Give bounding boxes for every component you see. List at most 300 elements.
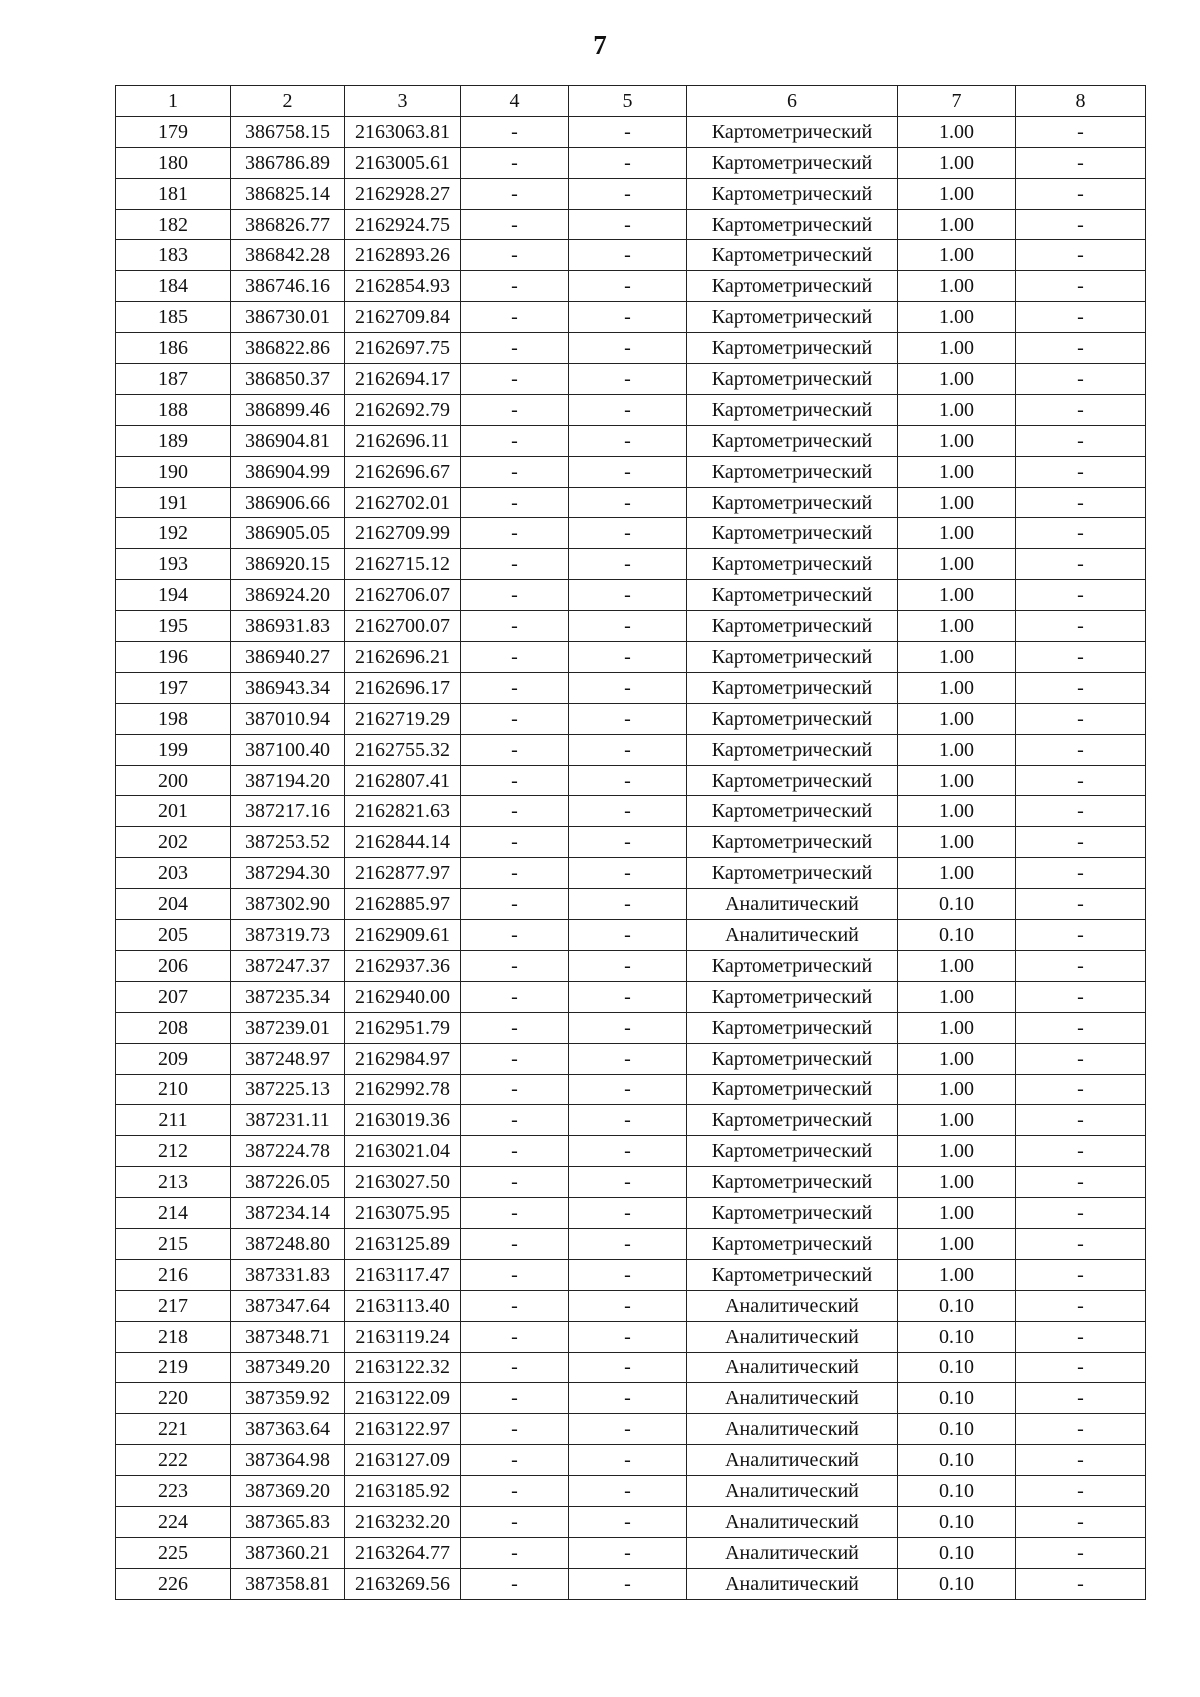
- table-row: [116, 858, 1146, 889]
- table-row: [116, 889, 1146, 920]
- col5-cell: -: [569, 1136, 687, 1167]
- x-coordinate-cell: 387239.01: [231, 1012, 345, 1043]
- x-coordinate-cell: 387224.78: [231, 1136, 345, 1167]
- accuracy-cell: 1.00: [898, 178, 1016, 209]
- accuracy-cell: 1.00: [898, 518, 1016, 549]
- accuracy-cell: 0.10: [898, 920, 1016, 951]
- y-coordinate-cell: 2163269.56: [345, 1568, 461, 1599]
- table-row: [116, 611, 1146, 642]
- y-coordinate-cell: 2162909.61: [345, 920, 461, 951]
- accuracy-cell: 0.10: [898, 1445, 1016, 1476]
- accuracy-cell: 1.00: [898, 1167, 1016, 1198]
- point-number-cell: 223: [116, 1476, 231, 1507]
- table-row: [116, 240, 1146, 271]
- column-header-8: 8: [1016, 86, 1146, 117]
- accuracy-cell: 0.10: [898, 1414, 1016, 1445]
- column-header-1: 1: [116, 86, 231, 117]
- col5-cell: -: [569, 240, 687, 271]
- point-number-cell: 206: [116, 950, 231, 981]
- accuracy-cell: 1.00: [898, 950, 1016, 981]
- table-row: [116, 1136, 1146, 1167]
- col8-cell: -: [1016, 1568, 1146, 1599]
- point-number-cell: 196: [116, 642, 231, 673]
- col4-cell: -: [461, 1167, 569, 1198]
- col4-cell: -: [461, 1321, 569, 1352]
- col5-cell: -: [569, 1383, 687, 1414]
- point-number-cell: 188: [116, 394, 231, 425]
- y-coordinate-cell: 2162928.27: [345, 178, 461, 209]
- accuracy-cell: 1.00: [898, 271, 1016, 302]
- point-number-cell: 212: [116, 1136, 231, 1167]
- y-coordinate-cell: 2162697.75: [345, 333, 461, 364]
- table-row: [116, 1383, 1146, 1414]
- col5-cell: -: [569, 1259, 687, 1290]
- method-cell: Аналитический: [687, 920, 898, 951]
- col4-cell: -: [461, 827, 569, 858]
- table-row: [116, 147, 1146, 178]
- accuracy-cell: 1.00: [898, 549, 1016, 580]
- point-number-cell: 187: [116, 364, 231, 395]
- x-coordinate-cell: 387294.30: [231, 858, 345, 889]
- y-coordinate-cell: 2162709.84: [345, 302, 461, 333]
- table-row: [116, 765, 1146, 796]
- table-row: [116, 1228, 1146, 1259]
- method-cell: Аналитический: [687, 1445, 898, 1476]
- col4-cell: -: [461, 364, 569, 395]
- col4-cell: -: [461, 1414, 569, 1445]
- table-row: [116, 1414, 1146, 1445]
- x-coordinate-cell: 386730.01: [231, 302, 345, 333]
- accuracy-cell: 1.00: [898, 425, 1016, 456]
- accuracy-cell: 1.00: [898, 364, 1016, 395]
- point-number-cell: 185: [116, 302, 231, 333]
- point-number-cell: 205: [116, 920, 231, 951]
- x-coordinate-cell: 387225.13: [231, 1074, 345, 1105]
- col8-cell: -: [1016, 1012, 1146, 1043]
- y-coordinate-cell: 2162709.99: [345, 518, 461, 549]
- col4-cell: -: [461, 672, 569, 703]
- method-cell: Картометрический: [687, 209, 898, 240]
- col8-cell: -: [1016, 518, 1146, 549]
- point-number-cell: 186: [116, 333, 231, 364]
- table-row: [116, 364, 1146, 395]
- col4-cell: -: [461, 1290, 569, 1321]
- method-cell: Картометрический: [687, 1136, 898, 1167]
- point-number-cell: 194: [116, 580, 231, 611]
- point-number-cell: 216: [116, 1259, 231, 1290]
- y-coordinate-cell: 2163005.61: [345, 147, 461, 178]
- col4-cell: -: [461, 394, 569, 425]
- col5-cell: -: [569, 734, 687, 765]
- table-row: [116, 1476, 1146, 1507]
- table-row: [116, 394, 1146, 425]
- col8-cell: -: [1016, 950, 1146, 981]
- method-cell: Аналитический: [687, 1352, 898, 1383]
- y-coordinate-cell: 2163063.81: [345, 116, 461, 147]
- point-number-cell: 182: [116, 209, 231, 240]
- y-coordinate-cell: 2163075.95: [345, 1198, 461, 1229]
- method-cell: Картометрический: [687, 456, 898, 487]
- y-coordinate-cell: 2162821.63: [345, 796, 461, 827]
- point-number-cell: 179: [116, 116, 231, 147]
- col8-cell: -: [1016, 178, 1146, 209]
- col8-cell: -: [1016, 1476, 1146, 1507]
- col8-cell: -: [1016, 858, 1146, 889]
- col5-cell: -: [569, 920, 687, 951]
- col5-cell: -: [569, 209, 687, 240]
- accuracy-cell: 0.10: [898, 1383, 1016, 1414]
- x-coordinate-cell: 387319.73: [231, 920, 345, 951]
- col5-cell: -: [569, 889, 687, 920]
- accuracy-cell: 1.00: [898, 765, 1016, 796]
- method-cell: Картометрический: [687, 580, 898, 611]
- x-coordinate-cell: 387364.98: [231, 1445, 345, 1476]
- y-coordinate-cell: 2163185.92: [345, 1476, 461, 1507]
- y-coordinate-cell: 2163122.09: [345, 1383, 461, 1414]
- method-cell: Картометрический: [687, 796, 898, 827]
- method-cell: Картометрический: [687, 147, 898, 178]
- table-row: [116, 827, 1146, 858]
- method-cell: Картометрический: [687, 549, 898, 580]
- x-coordinate-cell: 386943.34: [231, 672, 345, 703]
- page-number: 7: [593, 30, 607, 60]
- y-coordinate-cell: 2162877.97: [345, 858, 461, 889]
- col5-cell: -: [569, 1167, 687, 1198]
- table-row: [116, 1506, 1146, 1537]
- x-coordinate-cell: 387253.52: [231, 827, 345, 858]
- col4-cell: -: [461, 302, 569, 333]
- point-number-cell: 220: [116, 1383, 231, 1414]
- method-cell: Картометрический: [687, 271, 898, 302]
- col8-cell: -: [1016, 1043, 1146, 1074]
- method-cell: Картометрический: [687, 1012, 898, 1043]
- point-number-cell: 221: [116, 1414, 231, 1445]
- x-coordinate-cell: 386786.89: [231, 147, 345, 178]
- col5-cell: -: [569, 1321, 687, 1352]
- col5-cell: -: [569, 1043, 687, 1074]
- x-coordinate-cell: 386940.27: [231, 642, 345, 673]
- x-coordinate-cell: 386906.66: [231, 487, 345, 518]
- accuracy-cell: 1.00: [898, 116, 1016, 147]
- method-cell: Картометрический: [687, 827, 898, 858]
- method-cell: Картометрический: [687, 981, 898, 1012]
- method-cell: Картометрический: [687, 734, 898, 765]
- method-cell: Картометрический: [687, 642, 898, 673]
- x-coordinate-cell: 386924.20: [231, 580, 345, 611]
- col4-cell: -: [461, 1537, 569, 1568]
- y-coordinate-cell: 2162719.29: [345, 703, 461, 734]
- table-row: [116, 116, 1146, 147]
- method-cell: Картометрический: [687, 364, 898, 395]
- y-coordinate-cell: 2163119.24: [345, 1321, 461, 1352]
- col5-cell: -: [569, 1228, 687, 1259]
- table-row: [116, 1105, 1146, 1136]
- accuracy-cell: 0.10: [898, 1568, 1016, 1599]
- y-coordinate-cell: 2163125.89: [345, 1228, 461, 1259]
- point-number-cell: 189: [116, 425, 231, 456]
- col4-cell: -: [461, 1383, 569, 1414]
- x-coordinate-cell: 386850.37: [231, 364, 345, 395]
- method-cell: Аналитический: [687, 1414, 898, 1445]
- col4-cell: -: [461, 981, 569, 1012]
- table-row: [116, 302, 1146, 333]
- col8-cell: -: [1016, 1445, 1146, 1476]
- x-coordinate-cell: 386746.16: [231, 271, 345, 302]
- table-row: [116, 333, 1146, 364]
- table-row: [116, 580, 1146, 611]
- column-header-2: 2: [231, 86, 345, 117]
- col5-cell: -: [569, 1198, 687, 1229]
- col8-cell: -: [1016, 889, 1146, 920]
- point-number-cell: 193: [116, 549, 231, 580]
- method-cell: Картометрический: [687, 1074, 898, 1105]
- col5-cell: -: [569, 642, 687, 673]
- table-body: [116, 116, 1146, 1599]
- col5-cell: -: [569, 1506, 687, 1537]
- column-header-5: 5: [569, 86, 687, 117]
- col8-cell: -: [1016, 302, 1146, 333]
- x-coordinate-cell: 387100.40: [231, 734, 345, 765]
- method-cell: Аналитический: [687, 1321, 898, 1352]
- col5-cell: -: [569, 858, 687, 889]
- col4-cell: -: [461, 1105, 569, 1136]
- method-cell: Картометрический: [687, 1259, 898, 1290]
- point-number-cell: 184: [116, 271, 231, 302]
- col8-cell: -: [1016, 1198, 1146, 1229]
- x-coordinate-cell: 387331.83: [231, 1259, 345, 1290]
- point-number-cell: 204: [116, 889, 231, 920]
- col8-cell: -: [1016, 209, 1146, 240]
- col8-cell: -: [1016, 642, 1146, 673]
- method-cell: Картометрический: [687, 116, 898, 147]
- col4-cell: -: [461, 920, 569, 951]
- col4-cell: -: [461, 1352, 569, 1383]
- y-coordinate-cell: 2162937.36: [345, 950, 461, 981]
- col4-cell: -: [461, 487, 569, 518]
- point-number-cell: 195: [116, 611, 231, 642]
- y-coordinate-cell: 2162694.17: [345, 364, 461, 395]
- point-number-cell: 222: [116, 1445, 231, 1476]
- col5-cell: -: [569, 271, 687, 302]
- accuracy-cell: 0.10: [898, 1506, 1016, 1537]
- point-number-cell: 202: [116, 827, 231, 858]
- col5-cell: -: [569, 1352, 687, 1383]
- table-row: [116, 1167, 1146, 1198]
- x-coordinate-cell: 387347.64: [231, 1290, 345, 1321]
- col4-cell: -: [461, 1043, 569, 1074]
- table-row: [116, 549, 1146, 580]
- accuracy-cell: 1.00: [898, 611, 1016, 642]
- x-coordinate-cell: 387235.34: [231, 981, 345, 1012]
- accuracy-cell: 1.00: [898, 858, 1016, 889]
- col4-cell: -: [461, 549, 569, 580]
- table-row: [116, 1321, 1146, 1352]
- col5-cell: -: [569, 147, 687, 178]
- point-number-cell: 207: [116, 981, 231, 1012]
- accuracy-cell: 0.10: [898, 1352, 1016, 1383]
- table-row: [116, 1352, 1146, 1383]
- accuracy-cell: 1.00: [898, 1043, 1016, 1074]
- method-cell: Картометрический: [687, 178, 898, 209]
- table-row: [116, 734, 1146, 765]
- table-row: [116, 178, 1146, 209]
- method-cell: Картометрический: [687, 672, 898, 703]
- method-cell: Аналитический: [687, 1568, 898, 1599]
- table-row: [116, 1537, 1146, 1568]
- method-cell: Картометрический: [687, 240, 898, 271]
- point-number-cell: 190: [116, 456, 231, 487]
- table-row: [116, 1012, 1146, 1043]
- col4-cell: -: [461, 950, 569, 981]
- y-coordinate-cell: 2162854.93: [345, 271, 461, 302]
- method-cell: Картометрический: [687, 1167, 898, 1198]
- point-number-cell: 203: [116, 858, 231, 889]
- method-cell: Картометрический: [687, 1228, 898, 1259]
- col5-cell: -: [569, 1476, 687, 1507]
- col4-cell: -: [461, 858, 569, 889]
- accuracy-cell: 1.00: [898, 456, 1016, 487]
- y-coordinate-cell: 2162984.97: [345, 1043, 461, 1074]
- column-header-6: 6: [687, 86, 898, 117]
- accuracy-cell: 1.00: [898, 394, 1016, 425]
- col4-cell: -: [461, 796, 569, 827]
- y-coordinate-cell: 2163127.09: [345, 1445, 461, 1476]
- x-coordinate-cell: 387194.20: [231, 765, 345, 796]
- table-row: [116, 456, 1146, 487]
- method-cell: Аналитический: [687, 889, 898, 920]
- x-coordinate-cell: 386931.83: [231, 611, 345, 642]
- point-number-cell: 217: [116, 1290, 231, 1321]
- y-coordinate-cell: 2162951.79: [345, 1012, 461, 1043]
- y-coordinate-cell: 2163113.40: [345, 1290, 461, 1321]
- accuracy-cell: 1.00: [898, 1074, 1016, 1105]
- method-cell: Картометрический: [687, 703, 898, 734]
- y-coordinate-cell: 2162696.17: [345, 672, 461, 703]
- col8-cell: -: [1016, 920, 1146, 951]
- col8-cell: -: [1016, 1259, 1146, 1290]
- method-cell: Картометрический: [687, 518, 898, 549]
- method-cell: Картометрический: [687, 302, 898, 333]
- col8-cell: -: [1016, 1290, 1146, 1321]
- col4-cell: -: [461, 580, 569, 611]
- col4-cell: -: [461, 518, 569, 549]
- y-coordinate-cell: 2163232.20: [345, 1506, 461, 1537]
- col4-cell: -: [461, 1074, 569, 1105]
- point-number-cell: 200: [116, 765, 231, 796]
- col4-cell: -: [461, 1228, 569, 1259]
- accuracy-cell: 1.00: [898, 147, 1016, 178]
- method-cell: Аналитический: [687, 1290, 898, 1321]
- col5-cell: -: [569, 796, 687, 827]
- table-row: [116, 1568, 1146, 1599]
- col8-cell: -: [1016, 734, 1146, 765]
- method-cell: Картометрический: [687, 858, 898, 889]
- col5-cell: -: [569, 1537, 687, 1568]
- col5-cell: -: [569, 178, 687, 209]
- col4-cell: -: [461, 1259, 569, 1290]
- x-coordinate-cell: 387348.71: [231, 1321, 345, 1352]
- point-number-cell: 224: [116, 1506, 231, 1537]
- col4-cell: -: [461, 1012, 569, 1043]
- x-coordinate-cell: 387226.05: [231, 1167, 345, 1198]
- col8-cell: -: [1016, 1414, 1146, 1445]
- y-coordinate-cell: 2162715.12: [345, 549, 461, 580]
- y-coordinate-cell: 2162844.14: [345, 827, 461, 858]
- method-cell: Картометрический: [687, 1198, 898, 1229]
- col8-cell: -: [1016, 672, 1146, 703]
- x-coordinate-cell: 387349.20: [231, 1352, 345, 1383]
- method-cell: Аналитический: [687, 1383, 898, 1414]
- col4-cell: -: [461, 425, 569, 456]
- accuracy-cell: 1.00: [898, 981, 1016, 1012]
- table-row: [116, 1074, 1146, 1105]
- y-coordinate-cell: 2163019.36: [345, 1105, 461, 1136]
- x-coordinate-cell: 387010.94: [231, 703, 345, 734]
- col4-cell: -: [461, 734, 569, 765]
- col4-cell: -: [461, 1198, 569, 1229]
- col8-cell: -: [1016, 1136, 1146, 1167]
- table-row: [116, 1198, 1146, 1229]
- method-cell: Аналитический: [687, 1506, 898, 1537]
- col8-cell: -: [1016, 271, 1146, 302]
- col4-cell: -: [461, 147, 569, 178]
- table-row: [116, 1043, 1146, 1074]
- point-number-cell: 198: [116, 703, 231, 734]
- col4-cell: -: [461, 333, 569, 364]
- col8-cell: -: [1016, 765, 1146, 796]
- y-coordinate-cell: 2162755.32: [345, 734, 461, 765]
- accuracy-cell: 1.00: [898, 796, 1016, 827]
- accuracy-cell: 1.00: [898, 1012, 1016, 1043]
- column-header-4: 4: [461, 86, 569, 117]
- method-cell: Картометрический: [687, 950, 898, 981]
- method-cell: Картометрический: [687, 394, 898, 425]
- col5-cell: -: [569, 950, 687, 981]
- point-number-cell: 213: [116, 1167, 231, 1198]
- col5-cell: -: [569, 672, 687, 703]
- col8-cell: -: [1016, 611, 1146, 642]
- col4-cell: -: [461, 1445, 569, 1476]
- col4-cell: -: [461, 889, 569, 920]
- x-coordinate-cell: 387248.97: [231, 1043, 345, 1074]
- col4-cell: -: [461, 271, 569, 302]
- method-cell: Картометрический: [687, 487, 898, 518]
- method-cell: Картометрический: [687, 333, 898, 364]
- col5-cell: -: [569, 487, 687, 518]
- accuracy-cell: 1.00: [898, 1136, 1016, 1167]
- col8-cell: -: [1016, 333, 1146, 364]
- x-coordinate-cell: 387247.37: [231, 950, 345, 981]
- col8-cell: -: [1016, 827, 1146, 858]
- accuracy-cell: 1.00: [898, 703, 1016, 734]
- col8-cell: -: [1016, 1352, 1146, 1383]
- col8-cell: -: [1016, 147, 1146, 178]
- accuracy-cell: 1.00: [898, 734, 1016, 765]
- col4-cell: -: [461, 765, 569, 796]
- col8-cell: -: [1016, 580, 1146, 611]
- col8-cell: -: [1016, 364, 1146, 395]
- y-coordinate-cell: 2162696.11: [345, 425, 461, 456]
- y-coordinate-cell: 2163021.04: [345, 1136, 461, 1167]
- y-coordinate-cell: 2163122.32: [345, 1352, 461, 1383]
- y-coordinate-cell: 2162807.41: [345, 765, 461, 796]
- x-coordinate-cell: 387359.92: [231, 1383, 345, 1414]
- y-coordinate-cell: 2162893.26: [345, 240, 461, 271]
- accuracy-cell: 0.10: [898, 1290, 1016, 1321]
- table-row: [116, 1259, 1146, 1290]
- col4-cell: -: [461, 703, 569, 734]
- col5-cell: -: [569, 1568, 687, 1599]
